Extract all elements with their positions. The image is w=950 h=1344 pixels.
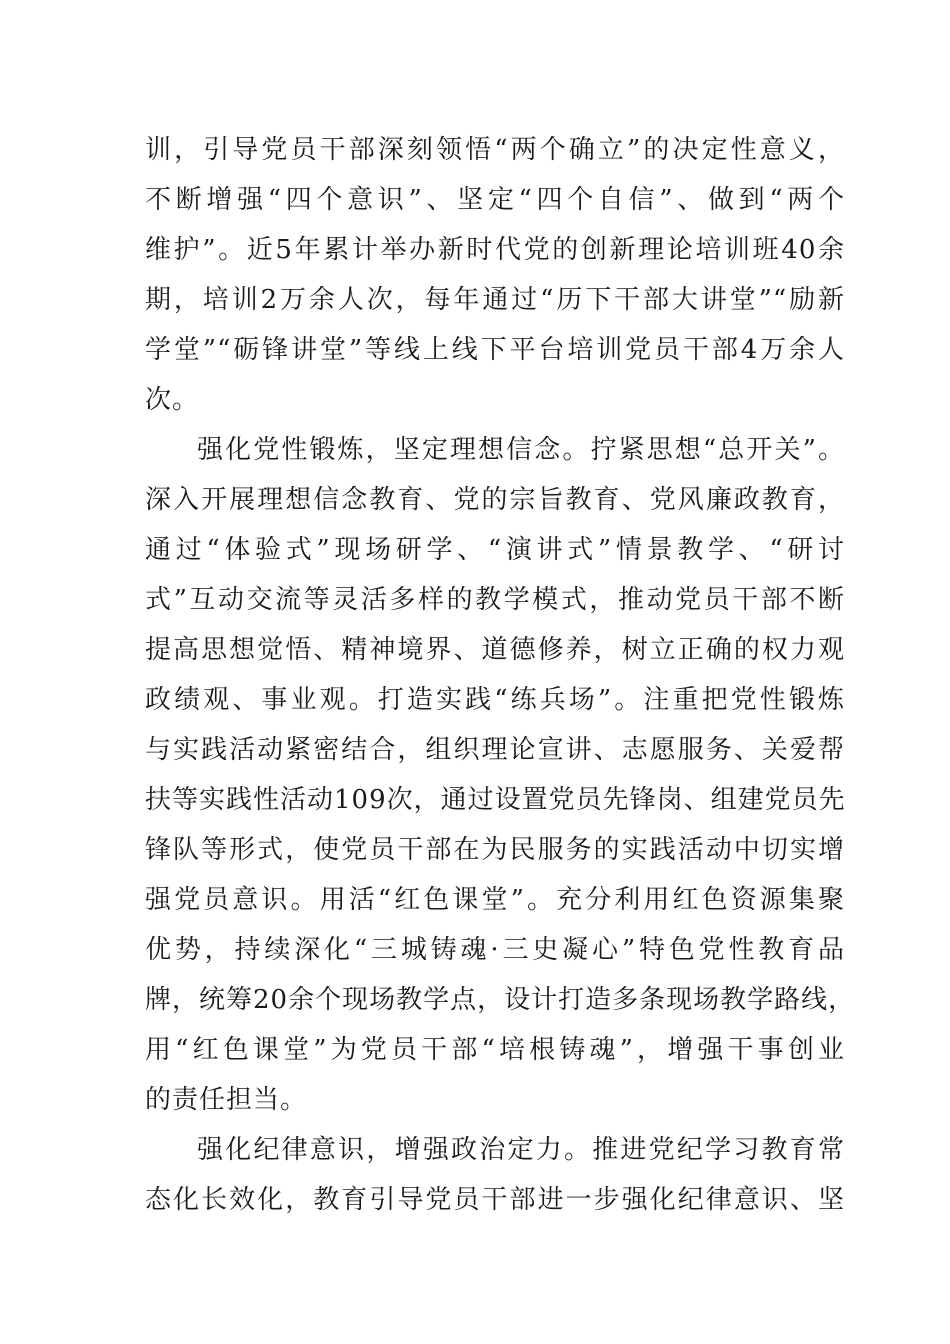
paragraph-heading-line: 强化党性锻炼，坚定理想信念。拧紧思想“总开关”。 xyxy=(197,435,845,465)
text-line: 政绩观、事业观。打造实践“练兵场”。注重把党性锻炼 xyxy=(145,685,845,715)
text-line: 提高思想觉悟、精神境界、道德修养，树立正确的权力观 xyxy=(145,635,845,665)
text-line: 期，培训2万余人次，每年通过“历下干部大讲堂”“励新 xyxy=(145,285,845,315)
text-line: 通过“体验式”现场研学、“演讲式”情景教学、“研讨 xyxy=(145,535,845,565)
text-line: 深入开展理想信念教育、党的宗旨教育、党风廉政教育， xyxy=(145,485,845,515)
text-line: 维护”。近5年累计举办新时代党的创新理论培训班40余 xyxy=(145,235,845,265)
text-line: 次。 xyxy=(145,385,200,415)
text-line: 与实践活动紧密结合，组织理论宣讲、志愿服务、关爱帮 xyxy=(145,735,845,765)
text-line: 优势，持续深化“三城铸魂·三史凝心”特色党性教育品 xyxy=(145,935,845,965)
text-line: 不断增强“四个意识”、坚定“四个自信”、做到“两个 xyxy=(145,185,845,215)
text-line: 强党员意识。用活“红色课堂”。充分利用红色资源集聚 xyxy=(145,885,845,915)
text-line: 训，引导党员干部深刻领悟“两个确立”的决定性意义， xyxy=(145,135,845,165)
text-line: 锋队等形式，使党员干部在为民服务的实践活动中切实增 xyxy=(145,835,845,865)
text-line: 学堂”“砺锋讲堂”等线上线下平台培训党员干部4万余人 xyxy=(145,335,845,365)
text-line: 牌，统筹20余个现场教学点，设计打造多条现场教学路线， xyxy=(145,985,856,1015)
paragraph-heading-line: 强化纪律意识，增强政治定力。推进党纪学习教育常 xyxy=(197,1135,845,1165)
text-line: 的责任担当。 xyxy=(145,1085,308,1115)
text-line: 态化长效化，教育引导党员干部进一步强化纪律意识、坚 xyxy=(145,1185,845,1215)
text-line: 扶等实践性活动109次，通过设置党员先锋岗、组建党员先 xyxy=(145,785,846,815)
text-line: 用“红色课堂”为党员干部“培根铸魂”，增强干事创业 xyxy=(145,1035,845,1065)
text-line: 式”互动交流等灵活多样的教学模式，推动党员干部不断 xyxy=(145,585,845,615)
